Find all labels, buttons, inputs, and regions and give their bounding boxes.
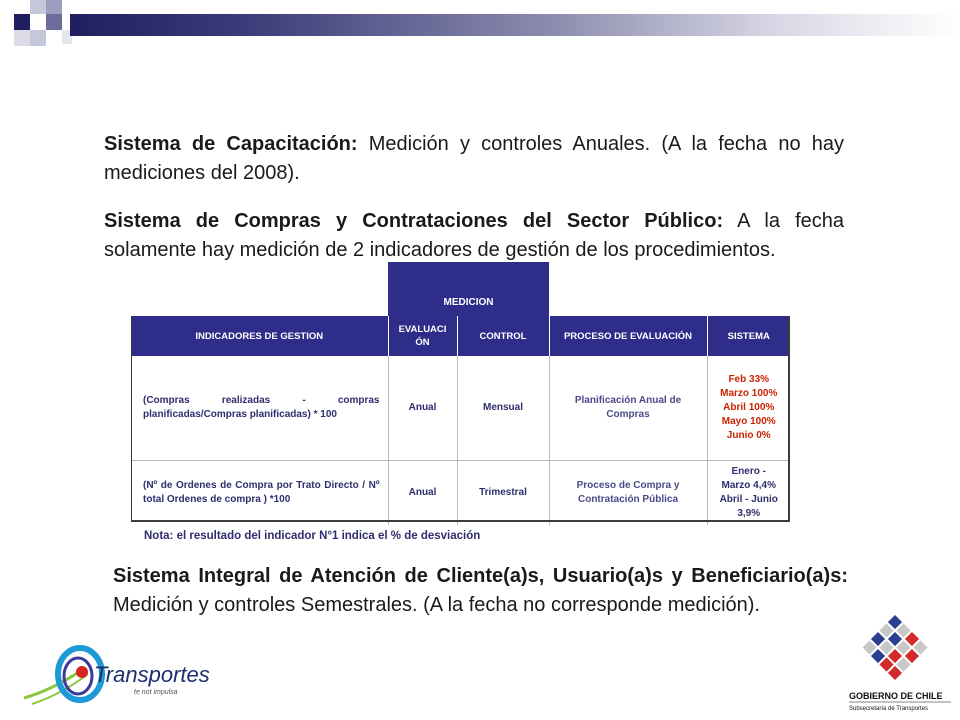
cell-sistema: [707, 356, 790, 461]
cell-indicador: (Compras realizadas - compras planificadas/Compras planificadas) * 100: [131, 356, 388, 461]
header-gradient-bar: [70, 14, 960, 36]
cell-evaluacion: Anual: [388, 356, 457, 461]
cell-proceso: Proceso de Compra y Contratación Pública: [549, 461, 707, 526]
heading-atencion: Sistema Integral de Atención de Cliente(a)s, Usuario(a)s y Beneficiario(a)s:: [113, 565, 848, 587]
cell-control: Mensual: [457, 356, 549, 461]
cell-sistema: [707, 461, 790, 526]
header-square-light: [14, 30, 30, 46]
indicadores-table: [131, 316, 790, 525]
table-note: Nota: el resultado del indicador N°1 indica el % de desviación: [144, 530, 481, 542]
sistema-value: Junio 0%: [726, 430, 771, 441]
transportes-logo: [22, 640, 212, 710]
header-square-light: [30, 30, 46, 46]
header-evaluacion: EVALUACI ÓN: [388, 316, 457, 356]
sistema-value: 3,9%: [737, 508, 761, 519]
gobierno-line2: Subsecretaría de Transportes: [849, 706, 929, 712]
text-atencion: Medición y controles Semestrales. (A la fecha no corresponde medición).: [113, 594, 760, 616]
paragraph-atencion: [113, 562, 848, 620]
heading-capacitacion: Sistema de Capacitación:: [104, 133, 358, 155]
sistema-value: Marzo 100%: [720, 388, 778, 399]
table-row: [131, 461, 790, 526]
cell-indicador: (Nº de Ordenes de Compra por Trato Directo / Nº total Ordenes de compra ) *100: [143, 480, 380, 505]
header-control: CONTROL: [457, 316, 549, 356]
transportes-name: Transportes: [94, 662, 210, 687]
cell-evaluacion: Anual: [388, 461, 457, 526]
paragraph-compras: [104, 207, 844, 265]
sistema-value: Abril - Junio: [719, 494, 778, 505]
header-square-light: [30, 0, 46, 14]
sistema-value: Enero -: [731, 466, 766, 477]
transportes-tagline: te not impulsa: [134, 689, 178, 696]
gobierno-de-chile-logo: [845, 605, 955, 715]
text-compras: A la fecha solamente hay medición de 2 indicadores de gestión de los procedimientos.: [104, 210, 845, 261]
sistema-value: Feb 33%: [728, 374, 770, 385]
header-proceso: PROCESO DE EVALUACIÓN: [549, 316, 707, 356]
text-capacitacion: Medición y controles Anuales. (A la fecha no hay mediciones del 2008).: [104, 133, 844, 184]
sistema-value: Marzo 4,4%: [721, 480, 776, 491]
header-indicadores: INDICADORES DE GESTION: [131, 316, 388, 356]
header-square-light: [46, 0, 62, 14]
sistema-value: Abril 100%: [723, 402, 775, 413]
header-square-mid: [46, 14, 62, 30]
cell-control: Trimestral: [457, 461, 549, 526]
header-sistema: SISTEMA: [707, 316, 790, 356]
header-square-dark: [14, 14, 30, 30]
table-left-border: [131, 316, 132, 522]
table-row: [131, 356, 790, 461]
cell-proceso: Planificación Anual de Compras: [549, 356, 707, 461]
gobierno-line1: GOBIERNO DE CHILE: [849, 691, 943, 701]
sistema-value: Mayo 100%: [721, 416, 776, 427]
medicion-group-header: MEDICION: [388, 262, 549, 316]
heading-compras: Sistema de Compras y Contrataciones del Sector Público:: [104, 210, 724, 232]
paragraph-capacitacion: [104, 130, 844, 188]
